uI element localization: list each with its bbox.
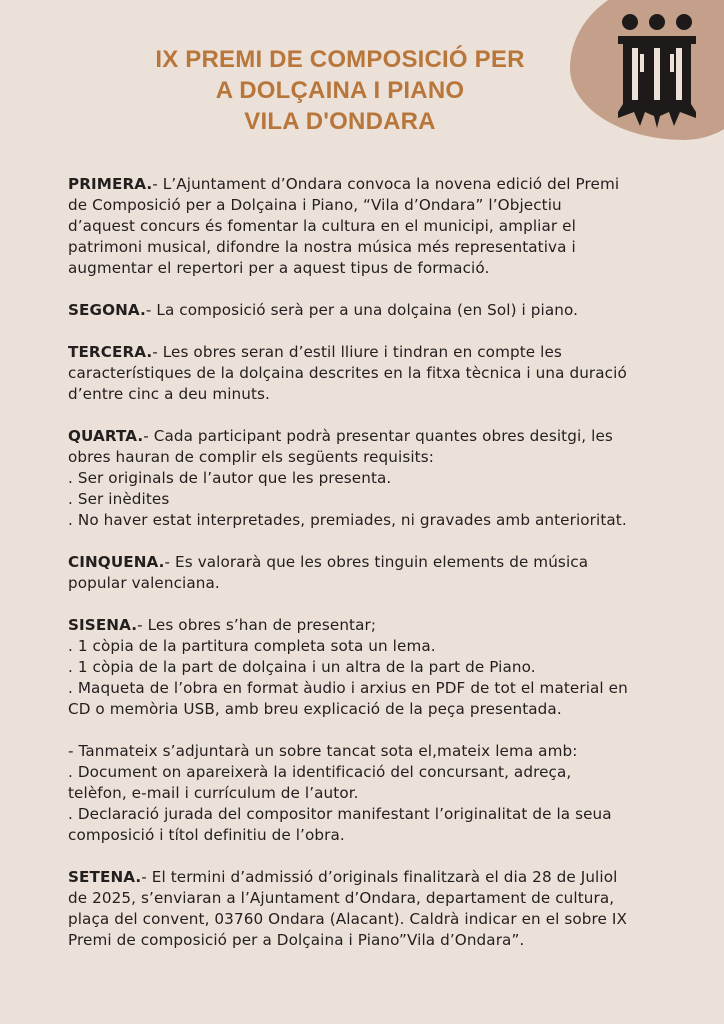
section-text: obres hauran de complir els següents requisits: [68, 448, 434, 466]
section-text: Premi de composició per a Dolçaina i Piano”Vila d’Ondara”. [68, 931, 525, 949]
section-cinquena [68, 552, 664, 594]
section-text: telèfon, e-mail i currículum de l’autor. [68, 784, 359, 802]
section-label: TERCERA. [68, 343, 153, 361]
section-text: - Es valorarà que les obres tinguin elements de música [164, 553, 589, 571]
section-text: - La composició serà per a una dolçaina (en Sol) i piano. [145, 301, 579, 319]
section-tanmateix [68, 741, 664, 846]
section-label: SEGONA. [68, 301, 146, 319]
section-text: patrimoni musical, difondre la nostra música més representativa i [68, 238, 576, 256]
section-text: composició i títol definitiu de l’obra. [68, 826, 345, 844]
title-line-2: A DOLÇAINA I PIANO [215, 77, 465, 104]
section-text: - Les obres seran d’estil lliure i tindran en compte les [152, 343, 562, 361]
ondara-coat-of-arms-icon [614, 12, 700, 130]
section-text: . 1 còpia de la part de dolçaina i un altra de la part de Piano. [68, 658, 536, 676]
section-text: . Declaració jurada del compositor manifestant l’originalitat de la seua [68, 805, 612, 823]
section-quarta [68, 426, 664, 531]
section-text: de Composició per a Dolçaina i Piano, “Vila d’Ondara” l’Objectiu [68, 196, 562, 214]
section-text: - Tanmateix s’adjuntarà un sobre tancat sota el,mateix lema amb: [68, 742, 578, 760]
section-sisena [68, 615, 664, 720]
section-text: . Ser inèdites [68, 490, 170, 508]
section-text: plaça del convent, 03760 Ondara (Alacant). Caldrà indicar en el sobre IX [68, 910, 628, 928]
section-text: característiques de la dolçaina descrites en la fitxa tècnica i una duració [68, 364, 627, 382]
section-text: d’aquest concurs és fomentar la cultura en el municipi, ampliar el [68, 217, 576, 235]
section-text: augmentar el repertori per a aquest tipus de formació. [68, 259, 490, 277]
section-text: . Ser originals de l’autor que les presenta. [68, 469, 392, 487]
section-label: PRIMERA. [68, 175, 153, 193]
section-label: QUARTA. [68, 427, 144, 445]
section-text: - L’Ajuntament d’Ondara convoca la novena edició del Premi [152, 175, 620, 193]
section-label: SETENA. [68, 868, 142, 886]
section-text: . Document on apareixerà la identificació del concursant, adreça, [68, 763, 572, 781]
section-setena [68, 867, 664, 951]
section-text: de 2025, s’enviaran a l’Ajuntament d’Ondara, departament de cultura, [68, 889, 615, 907]
title-line-3: VILA D'ONDARA [244, 108, 436, 135]
page-title [120, 44, 560, 137]
section-text: - Cada participant podrà presentar quantes obres desitgi, les [143, 427, 613, 445]
section-label: SISENA. [68, 616, 138, 634]
rules-body [68, 174, 664, 972]
section-primera [68, 174, 664, 279]
section-text: . 1 còpia de la partitura completa sota un lema. [68, 637, 436, 655]
section-tercera [68, 342, 664, 405]
section-segona [68, 300, 664, 321]
section-text: popular valenciana. [68, 574, 220, 592]
section-text: . No haver estat interpretades, premiades, ni gravades amb anterioritat. [68, 511, 627, 529]
section-text: - Les obres s’han de presentar; [137, 616, 377, 634]
section-label: CINQUENA. [68, 553, 165, 571]
section-text: . Maqueta de l’obra en format àudio i arxius en PDF de tot el material en [68, 679, 628, 697]
section-text: - El termini d’admissió d’originals finalitzarà el dia 28 de Juliol [141, 868, 618, 886]
title-line-1: IX PREMI DE COMPOSICIÓ PER [155, 46, 525, 73]
section-text: CD o memòria USB, amb breu explicació de la peça presentada. [68, 700, 562, 718]
section-text: d’entre cinc a deu minuts. [68, 385, 270, 403]
